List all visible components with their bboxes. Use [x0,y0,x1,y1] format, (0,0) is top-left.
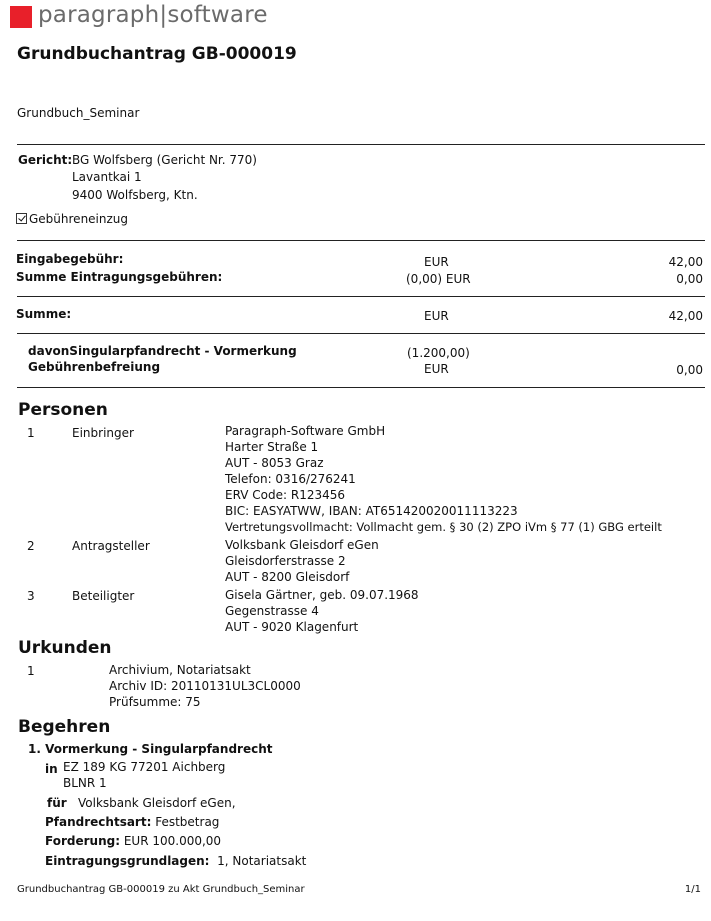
eingabegebuehr-currency: EUR [424,255,449,269]
person-line: ERV Code: R123456 [225,488,346,502]
gebuehreneinzug-row [16,212,128,226]
gebuehreneinzug-label: Gebühreneinzug [29,212,129,226]
befreiung-currency: EUR [424,362,449,376]
pfandrechtsart-value: Festbetrag [155,815,220,829]
befreiung-base: (1.200,00) [407,346,470,360]
page-number: 1/1 [684,884,701,895]
person-role: Antragsteller [72,539,150,553]
gericht-line: Lavantkai 1 [72,170,142,184]
person-line: Gisela Gärtner, geb. 09.07.1968 [225,588,419,602]
gericht-label: Gericht: [18,153,73,167]
person-role: Beteiligter [72,589,135,603]
begehren-fuer-value: Volksbank Gleisdorf eGen, [78,796,236,810]
forderung-label: Forderung: [45,834,120,848]
begehren-in-line: EZ 189 KG 77201 Aichberg [63,760,226,774]
eintragungsgebuehren-label: Summe Eintragungsgebühren: [16,270,223,284]
person-line: Gegenstrasse 4 [225,604,319,618]
person-nr: 1 [27,426,35,440]
checkbox-checked-icon [16,213,27,224]
gericht-line: BG Wolfsberg (Gericht Nr. 770) [72,153,257,167]
begehren-item-title: 1. Vormerkung - Singularpfandrecht [28,742,273,756]
summe-amount: 42,00 [668,309,703,323]
person-line: Harter Straße 1 [225,440,319,454]
divider [17,333,705,334]
person-nr: 2 [27,539,35,553]
eintragungsgebuehren-amount: 0,00 [676,272,703,286]
pfandrechtsart-row [45,815,219,829]
befreiung-label-line2: Gebührenbefreiung [28,360,161,374]
befreiung-amount: 0,00 [676,363,703,377]
person-line: Telefon: 0316/276241 [225,472,356,486]
person-line: Vertretungsvollmacht: Vollmacht gem. § 30 (2) ZPO iVm § 77 (1) GBG erteilt [225,520,662,534]
person-line: AUT - 9020 Klagenfurt [225,620,359,634]
eintragungsgebuehren-currency: (0,00) EUR [406,272,471,286]
footer-text: Grundbuchantrag GB-000019 zu Akt Grundbuch_Seminar [17,884,305,895]
person-line: BIC: EASYATWW, IBAN: AT651420020011113223 [225,504,518,518]
begehren-in-line: BLNR 1 [63,776,107,790]
grundlagen-row [45,854,306,868]
person-line: AUT - 8200 Gleisdorf [225,570,350,584]
urkunde-line: Archivium, Notariatsakt [109,663,251,677]
begehren-in-label: in [45,762,58,776]
person-line: Paragraph-Software GmbH [225,424,386,438]
divider [17,296,705,297]
befreiung-label-line1 [28,344,297,358]
urkunde-line: Prüfsumme: 75 [109,695,201,709]
person-line: Volksbank Gleisdorf eGen [225,538,379,552]
gericht-line: 9400 Wolfsberg, Ktn. [72,188,198,202]
urkunden-heading: Urkunden [18,638,112,658]
person-nr: 3 [27,589,35,603]
eingabegebuehr-label: Eingabegebühr: [16,252,124,266]
grundlagen-value: 1, Notariatsakt [217,854,307,868]
urkunde-line: Archiv ID: 20110131UL3CL0000 [109,679,301,693]
begehren-fuer-label: für [47,796,67,810]
forderung-row [45,834,221,848]
grundlagen-label: Eintragungsgrundlagen: [45,854,210,868]
befreiung-prefix: davon [28,344,70,358]
personen-heading: Personen [18,400,108,420]
document-title: Grundbuchantrag GB-000019 [17,44,297,64]
akt-name: Grundbuch_Seminar [17,106,140,120]
divider [17,387,705,388]
person-role: Einbringer [72,426,134,440]
pfandrechtsart-label: Pfandrechtsart: [45,815,152,829]
summe-label: Summe: [16,307,72,321]
person-line: Gleisdorferstrasse 2 [225,554,346,568]
logo-text: paragraph|software [38,2,268,28]
person-line: AUT - 8053 Graz [225,456,324,470]
urkunde-nr: 1 [27,664,35,678]
summe-currency: EUR [424,309,449,323]
logo-square-icon [10,6,32,28]
divider [17,240,705,241]
eingabegebuehr-amount: 42,00 [668,255,703,269]
forderung-value: EUR 100.000,00 [123,834,222,848]
begehren-heading: Begehren [18,717,111,737]
divider [17,144,705,145]
befreiung-title: Singularpfandrecht - Vormerkung [69,344,297,358]
